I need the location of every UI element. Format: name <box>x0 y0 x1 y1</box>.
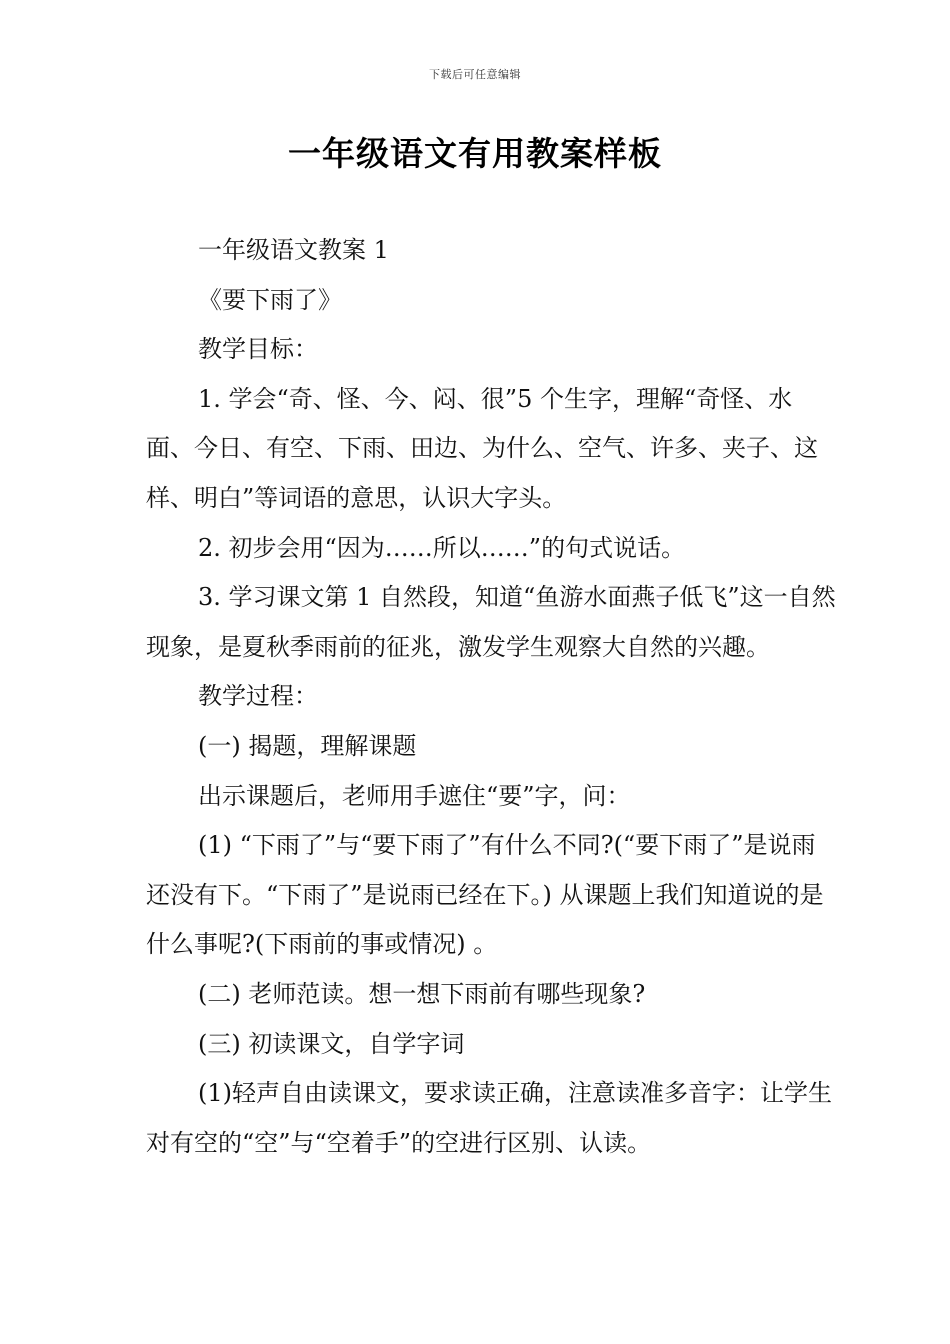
process-heading: 教学过程： <box>198 682 318 711</box>
objectives-heading: 教学目标： <box>198 335 318 364</box>
objective-item-2: 2. 初步会用“因为……所以……”的句式说话。 <box>198 533 686 562</box>
objective-item-3: 3. 学习课文第 1 自然段，知道“鱼游水面燕子低飞”这一自然现象，是夏秋季雨前的征兆，激发学生观察大自然的兴趣。 <box>146 583 836 661</box>
header-note: 下载后可任意编辑 <box>429 68 521 81</box>
process-step-3-heading: (三) 初读课文，自学字词 <box>198 1029 465 1058</box>
document-body <box>146 226 836 1168</box>
document-title: 一年级语文有用教案样板 <box>288 134 662 173</box>
process-step-1-question: (1) “下雨了”与“要下雨了”有什么不同?(“要下雨了”是说雨还没有下。“下雨了”是说雨已经在下。) 从课题上我们知道说的是什么事呢?(下雨前的事或情况) 。 <box>146 831 824 959</box>
process-step-1-heading: (一) 揭题，理解课题 <box>198 731 417 760</box>
process-step-1-text: 出示课题后，老师用手遮住“要”字，问： <box>198 781 631 810</box>
process-step-2: (二) 老师范读。想一想下雨前有哪些现象? <box>198 979 646 1008</box>
lesson-title: 《要下雨了》 <box>198 285 342 314</box>
objective-item-1: 1. 学会“奇、怪、今、闷、很”5 个生字，理解“奇怪、水面、今日、有空、下雨、田边、为什么、空气、许多、夹子、这样、明白”等词语的意思，认识大字头。 <box>146 384 818 512</box>
section-heading: 一年级语文教案 1 <box>198 236 389 264</box>
process-step-3-text: (1)轻声自由读课文，要求读正确，注意读准多音字：让学生对有空的“空”与“空着手”的空进行区别、认读。 <box>146 1079 832 1157</box>
